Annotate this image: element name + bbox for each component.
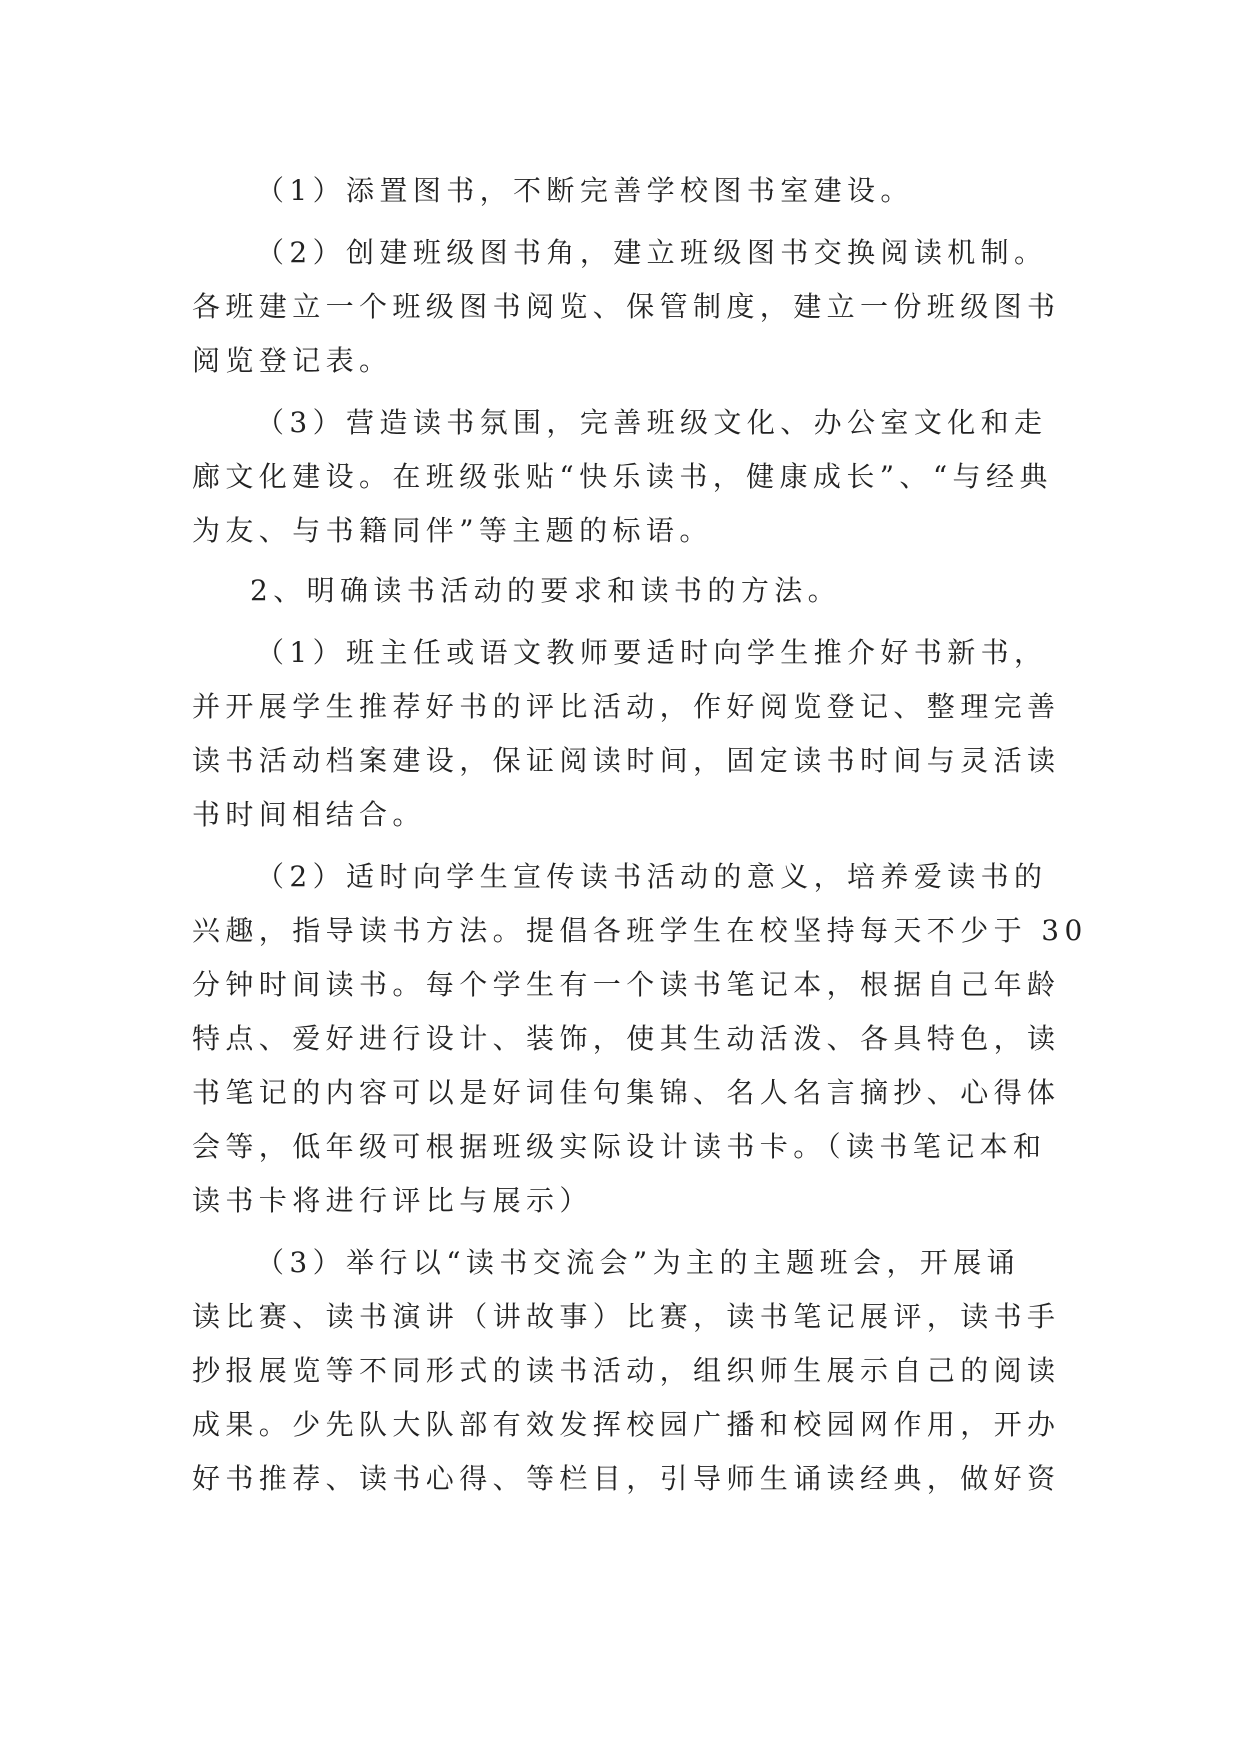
text-line: 成果。少先队大队部有效发挥校园广播和校园网作用，开办 <box>192 1408 1061 1441</box>
text-line: 并开展学生推荐好书的评比活动，作好阅览登记、整理完善 <box>192 690 1061 723</box>
text-line: （2）适时向学生宣传读书活动的意义，培养爱读书的 <box>256 860 1048 893</box>
text-line: 分钟时间读书。每个学生有一个读书笔记本，根据自己年龄 <box>192 968 1061 1001</box>
text-line: 抄报展览等不同形式的读书活动，组织师生展示自己的阅读 <box>192 1354 1061 1387</box>
text-line: 为友、与书籍同伴”等主题的标语。 <box>192 514 713 547</box>
text-line: （1）班主任或语文教师要适时向学生推介好书新书， <box>256 636 1048 669</box>
text-line: 好书推荐、读书心得、等栏目，引导师生诵读经典，做好资 <box>192 1462 1061 1495</box>
text-line: 读书活动档案建设，保证阅读时间，固定读书时间与灵活读 <box>192 744 1061 777</box>
text-line: 会等，低年级可根据班级实际设计读书卡。（读书笔记本和 <box>192 1130 1047 1163</box>
text-line: （1）添置图书，不断完善学校图书室建设。 <box>256 174 914 207</box>
text-line: （3）举行以“读书交流会”为主的主题班会，开展诵 <box>256 1246 1021 1279</box>
text-line: （2）创建班级图书角，建立班级图书交换阅读机制。 <box>256 236 1048 269</box>
text-line: 廊文化建设。在班级张贴“快乐读书，健康成长”、“与经典 <box>192 460 1053 493</box>
text-line: 书笔记的内容可以是好词佳句集锦、名人名言摘抄、心得体 <box>192 1076 1061 1109</box>
section-heading: 2、明确读书活动的要求和读书的方法。 <box>250 574 842 607</box>
text-line: 读书卡将进行评比与展示） <box>192 1184 593 1217</box>
text-line: 兴趣，指导读书方法。提倡各班学生在校坚持每天不少于 30 <box>192 914 1088 947</box>
text-line: （3）营造读书氛围，完善班级文化、办公室文化和走 <box>256 406 1048 439</box>
text-line: 书时间相结合。 <box>192 798 426 831</box>
text-line: 阅览登记表。 <box>192 344 393 377</box>
text-line: 各班建立一个班级图书阅览、保管制度，建立一份班级图书 <box>192 290 1061 323</box>
text-line: 特点、爱好进行设计、装饰，使其生动活泼、各具特色，读 <box>192 1022 1061 1055</box>
text-line: 读比赛、读书演讲（讲故事）比赛，读书笔记展评，读书手 <box>192 1300 1061 1333</box>
